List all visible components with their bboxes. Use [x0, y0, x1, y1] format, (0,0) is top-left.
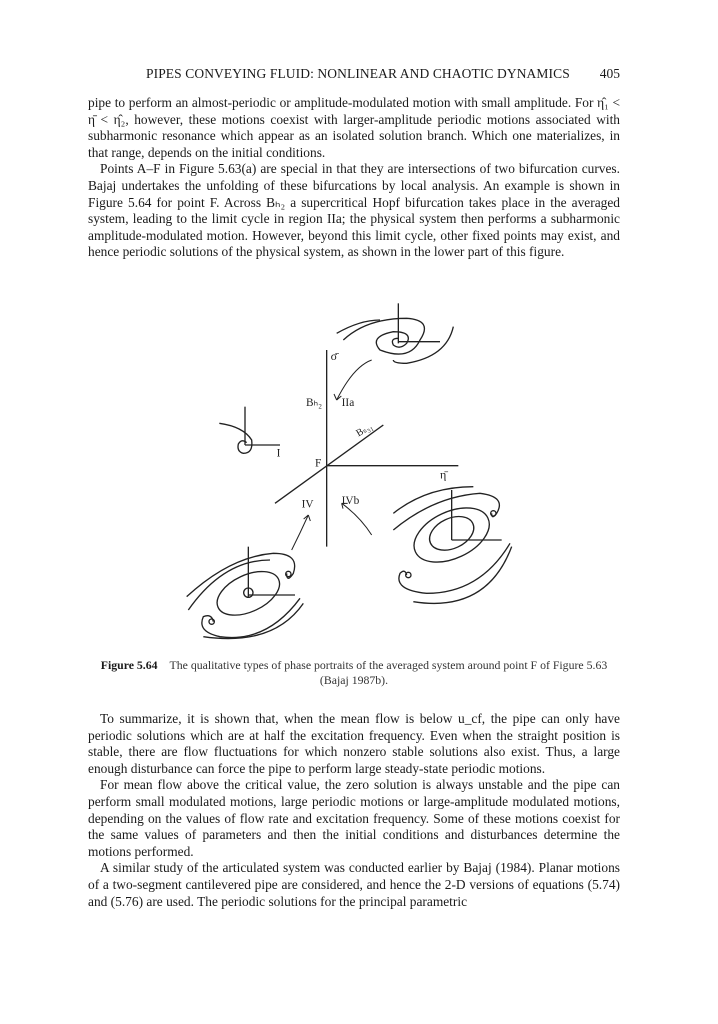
figure-label: Figure 5.64 — [100, 658, 158, 672]
portrait-region-i — [219, 407, 280, 454]
body-text-bottom — [88, 711, 620, 910]
portrait-region-ivb — [342, 487, 512, 604]
region-i-label: I — [276, 447, 281, 460]
region-ivb-label: IVb — [341, 495, 360, 507]
point-f-label: F — [315, 457, 322, 470]
paragraph: pipe to perform an almost-periodic or amplitude-modulated motion with small amplitude. For η̂₁ < η̄ < η̂₂, however, these motions coexist with larger-amplitude periodic motions associated with subharmonic resonance which appear as an isolated solution branch. Which one materializes, in that range, depends on the initial conditions. — [88, 95, 620, 160]
page-number: 405 — [599, 66, 620, 81]
paragraph: Points A–F in Figure 5.63(a) are special in that they are intersections of two bifurcation curves. Bajaj undertakes the unfolding of these bifurcations by local analysis. An example is shown in Figure 5.64 for point F. Across Bₕ₂ a supercritical Hopf bifurcation takes place in the averaged system, leading to the limit cycle in region IIa; the physical system then performs a subharmonic amplitude-modulated motion. However, beyond this limit cycle, other fixed points may exist, and hence periodic solutions of the physical system, as shown in the lower part of this figure. — [88, 161, 620, 260]
eta-label: η̄ — [440, 467, 447, 482]
region-iia-label: IIa — [341, 397, 355, 409]
body-text-top — [88, 95, 620, 261]
bs31-label: Bₛ₃₁ — [354, 421, 375, 440]
portrait-region-iv — [187, 515, 311, 639]
phase-portrait-figure — [180, 300, 540, 660]
sigma-label: σ̄ — [330, 349, 338, 363]
bh2-label: Bₕ₂ — [306, 397, 323, 409]
figure-caption — [88, 658, 620, 688]
running-title: PIPES CONVEYING FLUID: NONLINEAR AND CHAOTIC DYNAMICS — [146, 66, 570, 81]
caption-text: The qualitative types of phase portraits of the averaged system around point F of Figure 5.63 (Bajaj 1987b). — [169, 658, 608, 687]
paragraph: A similar study of the articulated system was conducted earlier by Bajaj (1984). Planar motions of a two-segment cantilevered pipe are considered, and hence the 2-D versions of equations (5.74) and (5.76) are used. The periodic solutions for the principal parametric — [88, 860, 620, 909]
portrait-region-iia — [334, 303, 453, 400]
paragraph: To summarize, it is shown that, when the mean flow is below u_cf, the pipe can only have periodic solutions which are at half the excitation frequency. Even when the straight position is stable, there are flow fluctuations for which nonzero stable solutions also exist. Thus, a large enough disturbance can force the pipe to perform large steady-state periodic motions. — [88, 711, 620, 776]
paragraph: For mean flow above the critical value, the zero solution is always unstable and the pipe can perform small modulated motions, large periodic motions or large-amplitude modulated motions, depending on the values of flow rate and excitation frequency. Some of these motions coexist for the same values of parameters and then the initial conditions and disturbances determine the motions performed. — [88, 777, 620, 859]
region-iv-label: IV — [301, 498, 314, 511]
bs31-line — [275, 425, 383, 503]
